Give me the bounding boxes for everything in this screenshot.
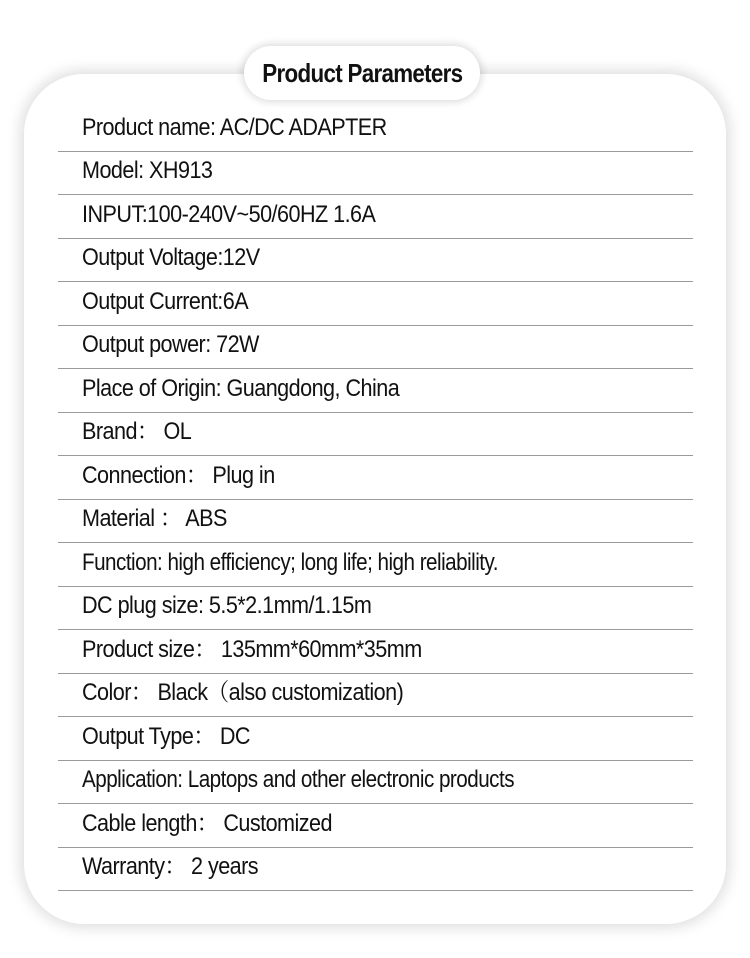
param-text: Output Type： DC <box>82 722 250 750</box>
param-row-material <box>58 500 693 544</box>
param-text: Brand： OL <box>82 418 192 445</box>
param-text: Connection： Plug in <box>82 461 275 489</box>
param-row-cable-length <box>58 804 693 848</box>
param-row-warranty <box>58 848 693 892</box>
param-row-product-size <box>58 630 693 674</box>
param-row-connection <box>58 456 693 500</box>
param-row-output-voltage <box>58 239 693 283</box>
param-text: Product name: AC/DC ADAPTER <box>82 113 387 141</box>
param-text: Output Current:6A <box>82 287 249 315</box>
param-text: Color： Black（also customization) <box>82 679 404 706</box>
param-text: Output Voltage:12V <box>82 244 260 271</box>
title-badge <box>244 46 480 100</box>
param-text: INPUT:100-240V~50/60HZ 1.6A <box>82 200 376 228</box>
param-row-function <box>58 543 693 587</box>
param-text: Function: high efficiency; long life; high reliability. <box>82 548 499 576</box>
param-row-model <box>58 152 693 196</box>
param-text: Cable length： Customized <box>82 809 332 837</box>
param-text: Model: XH913 <box>82 157 213 184</box>
param-row-output-current <box>58 282 693 326</box>
param-row-input <box>58 195 693 239</box>
param-row-application <box>58 761 693 805</box>
param-text: Material ： ABS <box>82 505 227 532</box>
param-text: Warranty： 2 years <box>82 853 259 880</box>
param-text: Application: Laptops and other electronic products <box>82 766 515 793</box>
param-row-color <box>58 674 693 718</box>
param-row-brand <box>58 413 693 457</box>
param-row-output-type <box>58 717 693 761</box>
param-text: DC plug size: 5.5*2.1mm/1.15m <box>82 592 372 619</box>
param-text: Output power: 72W <box>82 331 259 358</box>
page-title: Product Parameters <box>261 57 463 88</box>
param-row-output-power <box>58 326 693 370</box>
param-row-product-name <box>58 108 693 152</box>
param-text: Product size： 135mm*60mm*35mm <box>82 635 422 663</box>
parameter-list <box>58 108 693 891</box>
param-text: Place of Origin: Guangdong, China <box>82 374 400 402</box>
param-row-dc-plug-size <box>58 587 693 631</box>
param-row-place-of-origin <box>58 369 693 413</box>
